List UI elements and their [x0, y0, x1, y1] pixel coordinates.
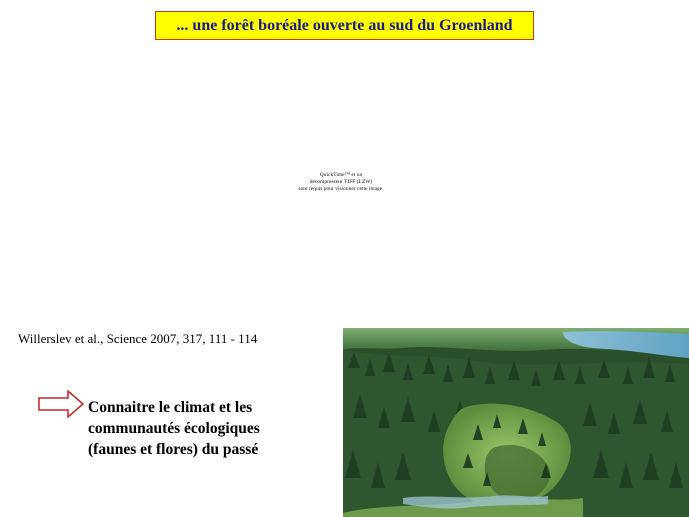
conclusion-line: communautés écologiques: [88, 420, 260, 437]
placeholder-line: décompresseur TIFF (LZW): [309, 179, 373, 185]
conclusion-text: [88, 397, 318, 460]
quicktime-placeholder: [276, 172, 406, 193]
slide-title: [155, 11, 534, 40]
placeholder-line: sont requis pour visionner cette image.: [298, 186, 384, 192]
citation: Willerslev et al., Science 2007, 317, 111 - 114: [18, 331, 258, 346]
boreal-forest-photo: [343, 328, 689, 517]
conclusion-line: (faunes et flores) du passé: [88, 441, 259, 458]
right-arrow-icon: [38, 390, 84, 418]
placeholder-line: QuickTime™ et un: [319, 172, 363, 178]
conclusion-line: Connaitre le climat et les: [88, 399, 253, 416]
slide-title-text: ... une forêt boréale ouverte au sud du Groenland: [176, 16, 513, 34]
